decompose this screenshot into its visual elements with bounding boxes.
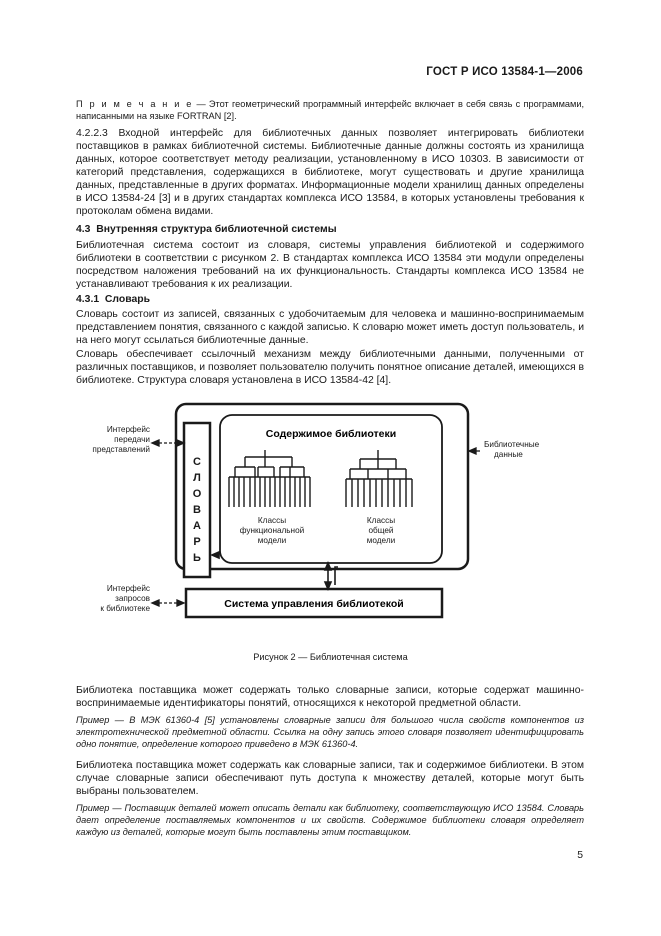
- common-classes-label: общей: [368, 526, 394, 535]
- dictionary-letter: С: [193, 456, 201, 468]
- page-number: 5: [577, 850, 583, 861]
- paragraph-4223: 4.2.2.3 Входной интерфейс для библиотечных данных позволяет интегрировать библиотеки поставщиков в рамках библиотечной системы. Библиотечные данные должны состоять из хранилища данных, которое соответствует методу реализации, установленному в ИСО 10303. В зависимости от категорий представления, содержащихся в библиотеке, могут существовать и другие хранилища данных, представленные в других форматах. Информационные модели хранилищ данных определены в ИСО 13584-24 [3] и в других стандартах комплекса ИСО 13584, в которых установлены требования к протоколам обмена видами.: [76, 128, 584, 217]
- paragraph-43: Библиотечная система состоит из словаря, системы управления библиотекой и содержимого библиотеки в соответствии с рисунком 2. В стандартах комплекса ИСО 13584 эти модули определены посредством наложения требований на их функциональность. Стандарты комплекса ИСО 13584 не устанавливают требования к их реализации.: [76, 240, 584, 290]
- common-classes-label: Классы: [366, 516, 396, 525]
- library-data-label: данные: [494, 450, 523, 459]
- common-classes-label: модели: [366, 536, 396, 545]
- paragraph-after-figure-2: Библиотека поставщика может содержать как словарные записи, так и содержимое библиотеки. В этом случае словарные записи обеспечивают путь доступа к множеству деталей, которые могут быть выбраны пользователем.: [76, 760, 584, 797]
- figure-library-system: [60, 395, 600, 645]
- section-number: 4.3.1: [76, 294, 100, 305]
- note-paragraph: [76, 98, 584, 122]
- dictionary-letter: Л: [193, 472, 201, 484]
- query-interface-arrow: [152, 600, 184, 606]
- section-heading-43: [76, 223, 584, 236]
- example-1: Пример — В МЭК 61360-4 [5] установлены словарные записи для большого числа свойств компонентов из электротехнической предметной области. Ссылка на одну запись этого словаря позволяет идентифицировать одно понятие, определение которого приведено в МЭК 61360-4.: [76, 715, 584, 749]
- dictionary-letter: Р: [193, 536, 201, 548]
- dictionary-letter: В: [193, 504, 201, 516]
- content-title: Содержимое библиотеки: [265, 428, 397, 440]
- functional-classes-label: Классы: [257, 516, 287, 525]
- paragraph-431b: Словарь обеспечивает ссылочный механизм между библиотечными данными, полученными от различных поставщиков, и позволяет пользователю получить понятное описание деталей, имеющихся в библиотеке. Структура словаря установлена в ИСО 13584-42 [4].: [76, 349, 584, 386]
- section-heading-431: [76, 293, 584, 306]
- query-interface-label: к библиотеке: [100, 604, 150, 613]
- dictionary-letter: О: [192, 488, 202, 500]
- document-header: ГОСТ Р ИСО 13584-1—2006: [426, 66, 583, 78]
- note-lead: П р и м е ч а н и е: [76, 99, 194, 109]
- note-text: — Этот геометрический программный интерфейс включает в себя связь с программами, написанными на языке FORTRAN [2].: [76, 99, 585, 121]
- presentation-interface-label: передачи: [114, 435, 150, 444]
- section-number: 4.3: [76, 224, 91, 235]
- management-title: Система управления библиотекой: [224, 598, 404, 610]
- query-interface-label: Интерфейс: [106, 584, 150, 593]
- presentation-interface-label: представлений: [92, 445, 150, 454]
- paragraph-after-figure-1: Библиотека поставщика может содержать только словарные записи, которые содержат машинно-воспринимаемые идентификаторы понятий, относящихся к некоторой предметной области.: [76, 685, 584, 709]
- presentation-interface-label: Интерфейс: [106, 425, 150, 434]
- presentation-interface-arrow: [152, 440, 184, 446]
- library-data-label: Библиотечные: [484, 440, 540, 449]
- functional-classes-label: функциональной: [239, 526, 305, 535]
- dictionary-letter: Ь: [193, 552, 201, 564]
- library-data-arrow: [468, 448, 480, 454]
- dictionary-letter: А: [193, 520, 201, 532]
- query-interface-label: запросов: [115, 594, 150, 603]
- figure-caption: Рисунок 2 — Библиотечная система: [253, 652, 408, 662]
- section-title: Внутренняя структура библиотечной системы: [96, 224, 337, 235]
- paragraph-431a: Словарь состоит из записей, связанных с удобочитаемым для человека и машинно-воспринимаемым представлением понятия, связанного с каждой записью. К словарю может иметь доступ пользователь, и на него могут ссылаться библиотечные данные.: [76, 309, 584, 346]
- functional-classes-label: модели: [257, 536, 287, 545]
- section-title: Словарь: [104, 294, 150, 305]
- example-2: Пример — Поставщик деталей может описать детали как библиотеку, соответствующую ИСО 13584. Словарь дает определение поставляемых компонентов и их свойств. Содержимое библиотеки словаря определяет каждую из деталей, которые могут быть поставлены этим поставщиком.: [76, 803, 584, 837]
